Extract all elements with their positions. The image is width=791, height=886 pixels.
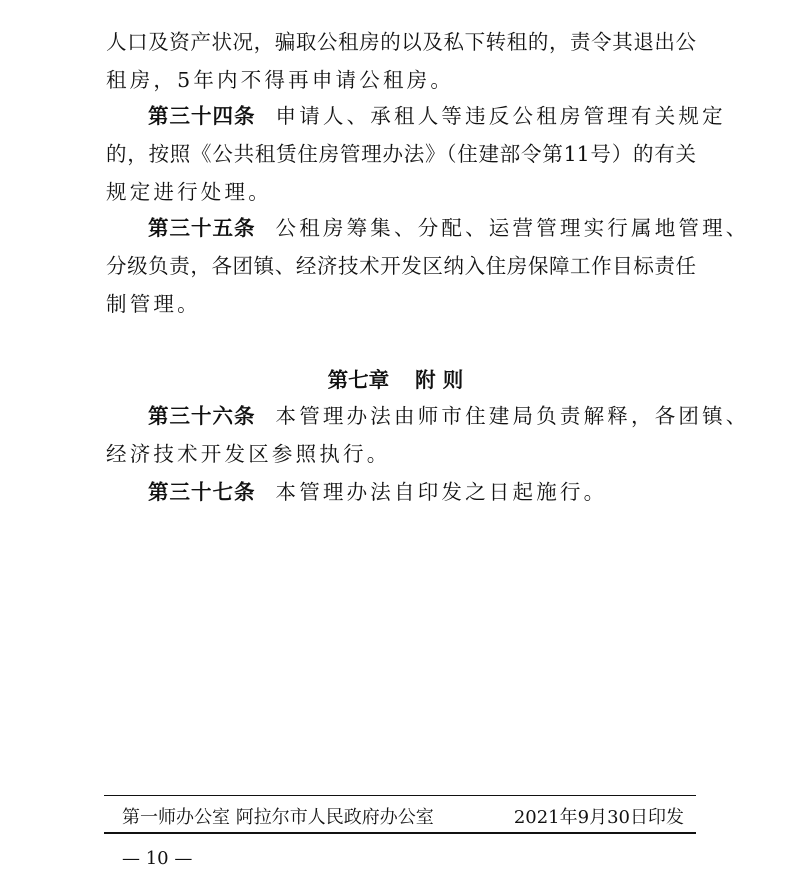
article-37 <box>148 473 696 511</box>
issue-date: 2021年9月30日印发 <box>513 807 684 828</box>
body-text-line: 制管理。 <box>106 292 201 316</box>
body-text-line: 经济技术开发区参照执行。 <box>106 442 391 466</box>
footer-top-rule <box>104 795 696 796</box>
article-heading: 第三十四条 <box>148 104 256 128</box>
article-36 <box>148 397 750 435</box>
article-heading: 第三十六条 <box>148 404 256 428</box>
body-text-line: 的，按照《公共租赁住房管理办法》（住建部令第11号）的有关 <box>106 142 696 166</box>
chapter-number: 第七章 <box>327 368 390 392</box>
body-text-line: 人口及资产状况，骗取公租房的以及私下转租的，责令其退出公 <box>106 30 696 54</box>
article-text: 公租房筹集、分配、运营管理实行属地管理、 <box>275 216 750 240</box>
article-heading: 第三十七条 <box>148 480 256 504</box>
footer-bottom-rule <box>104 832 696 834</box>
article-heading: 第三十五条 <box>148 216 256 240</box>
issuer-name: 第一师办公室 阿拉尔市人民政府办公室 <box>122 807 434 828</box>
issuance-line <box>122 804 684 832</box>
page-number: — 10 — <box>122 848 193 869</box>
body-text-line: 分级负责，各团镇、经济技术开发区纳入住房保障工作目标责任 <box>106 254 696 278</box>
chapter-title: 附 则 <box>415 368 464 392</box>
body-text-line: 规定进行处理。 <box>106 180 272 204</box>
body-text-line: 租房，5年内不得再申请公租房。 <box>106 68 455 92</box>
article-text: 本管理办法自印发之日起施行。 <box>275 480 608 504</box>
article-text: 本管理办法由师市住建局负责解释，各团镇、 <box>275 404 750 428</box>
article-35 <box>148 209 750 247</box>
article-34 <box>148 97 726 135</box>
article-text: 申请人、承租人等违反公租房管理有关规定 <box>275 104 726 128</box>
chapter-heading <box>0 361 791 399</box>
